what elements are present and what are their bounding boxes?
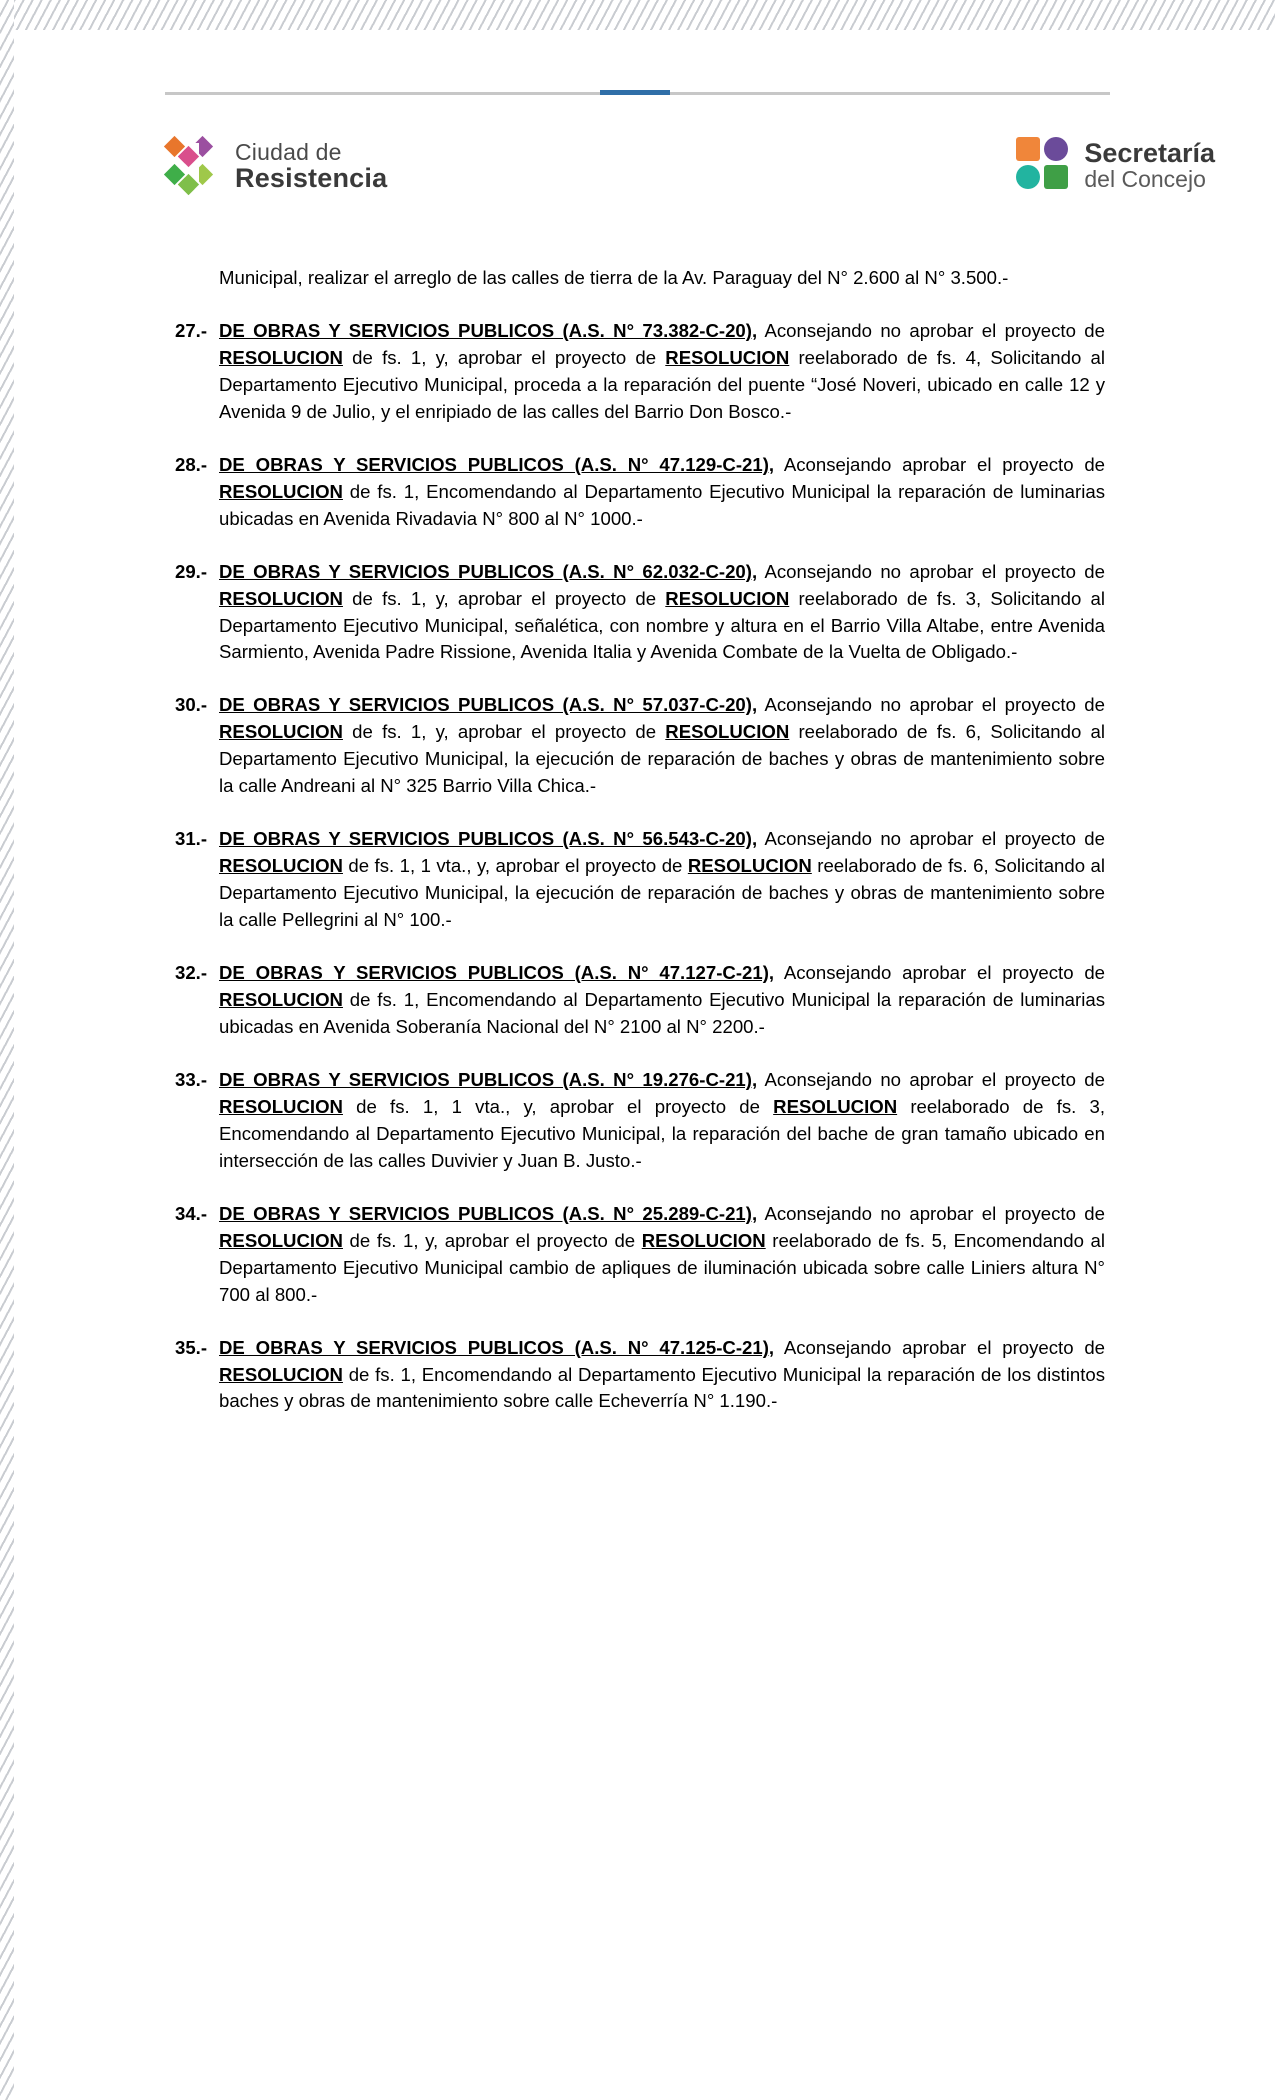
agenda-item-number: 31.-	[175, 828, 208, 850]
agenda-item	[175, 1335, 1105, 1416]
agenda-item-text	[219, 559, 1105, 667]
agenda-item-run: Aconsejando no aprobar el proyecto de	[757, 1202, 1105, 1224]
agenda-item-heading: DE OBRAS Y SERVICIOS PUBLICOS (A.S. N° 19.276-C-21),	[219, 1068, 758, 1090]
agenda-item-run: Aconsejando no aprobar el proyecto de	[757, 319, 1105, 341]
agenda-item-emphasis: RESOLUCION	[219, 480, 343, 502]
agenda-item-number: 34.-	[175, 1202, 208, 1224]
agenda-item-run: reelaborado de fs. 5, Encomendando al Departamento Ejecutivo Municipal cambio de apliques de iluminación ubicada sobre calle Liniers altura N° 700 al 800.-	[219, 1229, 1105, 1305]
agenda-item-run: de fs. 1, y, aprobar el proyecto de	[342, 1229, 642, 1251]
agenda-item-number: 29.-	[175, 560, 208, 582]
document-body	[175, 265, 1105, 1441]
agenda-item	[175, 960, 1105, 1041]
agenda-item-emphasis: RESOLUCION	[641, 1229, 766, 1251]
agenda-item-run: de fs. 1, Encomendando al Departamento Ejecutivo Municipal la reparación de luminarias ubicadas en Avenida Rivadavia N° 800 al N° 1000.-	[219, 480, 1105, 529]
agenda-item-run: reelaborado de fs. 3, Solicitando al Departamento Ejecutivo Municipal, señalética, con nombre y altura en el Barrio Villa Altabe, entre Avenida Sarmiento, Avenida Padre Rissione, Avenida Italia y Avenida Combate de la Vuelta de Obligado.-	[219, 587, 1105, 663]
agenda-item-run: reelaborado de fs. 6, Solicitando al Departamento Ejecutivo Municipal, la ejecución de reparación de baches y obras de mantenimiento sobre la calle Andreani al N° 325 Barrio Villa Chica.-	[219, 721, 1105, 797]
agenda-item-heading: DE OBRAS Y SERVICIOS PUBLICOS (A.S. N° 47.125-C-21),	[219, 1336, 775, 1358]
agenda-item-emphasis: RESOLUCION	[219, 346, 343, 368]
agenda-item-run: reelaborado de fs. 4, Solicitando al Departamento Ejecutivo Municipal, proceda a la reparación del puente “José Noveri, ubicado en calle 12 y Avenida 9 de Julio, y el enripiado de las calles del Barrio Don Bosco.-	[219, 346, 1105, 422]
agenda-item	[175, 826, 1105, 934]
agenda-item-run: de fs. 1, Encomendando al Departamento Ejecutivo Municipal la reparación de los distintos baches y obras de mantenimiento sobre calle Echeverría N° 1.190.-	[219, 1363, 1105, 1412]
agenda-item-number: 33.-	[175, 1068, 208, 1090]
agenda-item-number: 30.-	[175, 694, 208, 716]
agenda-item-run: de fs. 1, Encomendando al Departamento Ejecutivo Municipal la reparación de luminarias ubicadas en Avenida Soberanía Nacional del N° 2100 al N° 2200.-	[219, 989, 1105, 1037]
header-divider-accent	[600, 90, 670, 95]
agenda-item-run: Aconsejando no aprobar el proyecto de	[757, 560, 1105, 582]
agenda-item-heading: DE OBRAS Y SERVICIOS PUBLICOS (A.S. N° 73.382-C-20),	[219, 319, 758, 341]
agenda-item-emphasis: RESOLUCION	[219, 855, 343, 877]
agenda-item-run: Aconsejando no aprobar el proyecto de	[757, 1068, 1105, 1090]
agenda-item-text	[219, 452, 1105, 533]
logo-left-line1: Ciudad de	[235, 138, 342, 165]
agenda-items-list	[175, 318, 1105, 1415]
agenda-item-heading: DE OBRAS Y SERVICIOS PUBLICOS (A.S. N° 62.032-C-20),	[219, 560, 758, 582]
agenda-item-number: 35.-	[175, 1336, 208, 1358]
agenda-item-emphasis: RESOLUCION	[665, 587, 790, 609]
agenda-item-emphasis: RESOLUCION	[219, 1229, 343, 1251]
agenda-item-run: Aconsejando no aprobar el proyecto de	[757, 694, 1105, 716]
agenda-item-heading: DE OBRAS Y SERVICIOS PUBLICOS (A.S. N° 25.289-C-21),	[219, 1202, 758, 1224]
agenda-item-number: 32.-	[175, 962, 208, 984]
logo-secretaria-del-concejo	[1016, 137, 1215, 193]
document-header-logos	[0, 135, 1275, 215]
agenda-item-emphasis: RESOLUCION	[687, 855, 812, 877]
agenda-item-run: reelaborado de fs. 3, Encomendando al Departamento Ejecutivo Municipal, la reparación del bache de gran tamaño ubicado en intersección de las calles Duvivier y Juan B. Justo.-	[219, 1095, 1105, 1171]
agenda-item-emphasis: RESOLUCION	[219, 721, 343, 743]
logo-right-text	[1084, 139, 1215, 191]
lead-paragraph: Municipal, realizar el arreglo de las calles de tierra de la Av. Paraguay del N° 2.600 al N° 3.500.-	[219, 267, 1009, 288]
agenda-item-text	[219, 1201, 1105, 1309]
agenda-item	[175, 452, 1105, 533]
agenda-item-emphasis: RESOLUCION	[219, 1363, 343, 1385]
agenda-item	[175, 692, 1105, 800]
logo-right-line2: del Concejo	[1084, 166, 1206, 193]
agenda-item-run: Aconsejando no aprobar el proyecto de	[757, 828, 1105, 850]
agenda-item-emphasis: RESOLUCION	[219, 587, 343, 609]
agenda-item-heading: DE OBRAS Y SERVICIOS PUBLICOS (A.S. N° 57.037-C-20),	[219, 694, 758, 716]
agenda-item-text	[219, 1067, 1105, 1175]
agenda-item-text	[219, 692, 1105, 800]
secretaria-squares-logo-icon	[1016, 137, 1072, 193]
agenda-item-emphasis: RESOLUCION	[665, 346, 790, 368]
agenda-item-run: de fs. 1, y, aprobar el proyecto de	[342, 346, 666, 368]
agenda-item-run: Aconsejando aprobar el proyecto de	[774, 962, 1105, 984]
agenda-item-run: de fs. 1, 1 vta., y, aprobar el proyecto de	[342, 855, 688, 877]
agenda-item-run: Aconsejando aprobar el proyecto de	[774, 453, 1105, 475]
agenda-item-text	[219, 1335, 1105, 1416]
agenda-item-emphasis: RESOLUCION	[665, 721, 790, 743]
agenda-item-text	[219, 960, 1105, 1041]
agenda-item	[175, 318, 1105, 426]
logo-right-line1: Secretaría	[1084, 137, 1215, 168]
agenda-item	[175, 1067, 1105, 1175]
agenda-item-run: Aconsejando aprobar el proyecto de	[774, 1336, 1105, 1358]
logo-left-line2: Resistencia	[235, 162, 388, 193]
agenda-item-heading: DE OBRAS Y SERVICIOS PUBLICOS (A.S. N° 56.543-C-20),	[219, 828, 758, 850]
logo-ciudad-de-resistencia	[165, 135, 387, 197]
logo-left-text	[235, 140, 387, 192]
agenda-item-heading: DE OBRAS Y SERVICIOS PUBLICOS (A.S. N° 47.127-C-21),	[219, 962, 775, 984]
agenda-item-number: 27.-	[175, 319, 208, 341]
decorative-hatched-top-band	[0, 0, 1275, 30]
agenda-item-text	[219, 826, 1105, 934]
resistencia-chevron-logo-icon	[165, 135, 221, 197]
agenda-item-emphasis: RESOLUCION	[219, 1095, 343, 1117]
agenda-item	[175, 559, 1105, 667]
agenda-item	[175, 1201, 1105, 1309]
agenda-item-run: reelaborado de fs. 6, Solicitando al Departamento Ejecutivo Municipal, la ejecución de reparación de baches y obras de mantenimiento sobre la calle Pellegrini al N° 100.-	[219, 855, 1105, 931]
agenda-item-run: de fs. 1, 1 vta., y, aprobar el proyecto de	[342, 1095, 774, 1117]
agenda-item-run: de fs. 1, y, aprobar el proyecto de	[342, 721, 666, 743]
agenda-item-number: 28.-	[175, 453, 208, 475]
agenda-item-emphasis: RESOLUCION	[773, 1095, 898, 1117]
agenda-item-run: de fs. 1, y, aprobar el proyecto de	[342, 587, 666, 609]
agenda-item-text	[219, 318, 1105, 426]
agenda-item-heading: DE OBRAS Y SERVICIOS PUBLICOS (A.S. N° 47.129-C-21),	[219, 453, 775, 475]
agenda-item-emphasis: RESOLUCION	[219, 989, 343, 1011]
decorative-hatched-left-strip	[0, 0, 14, 2100]
